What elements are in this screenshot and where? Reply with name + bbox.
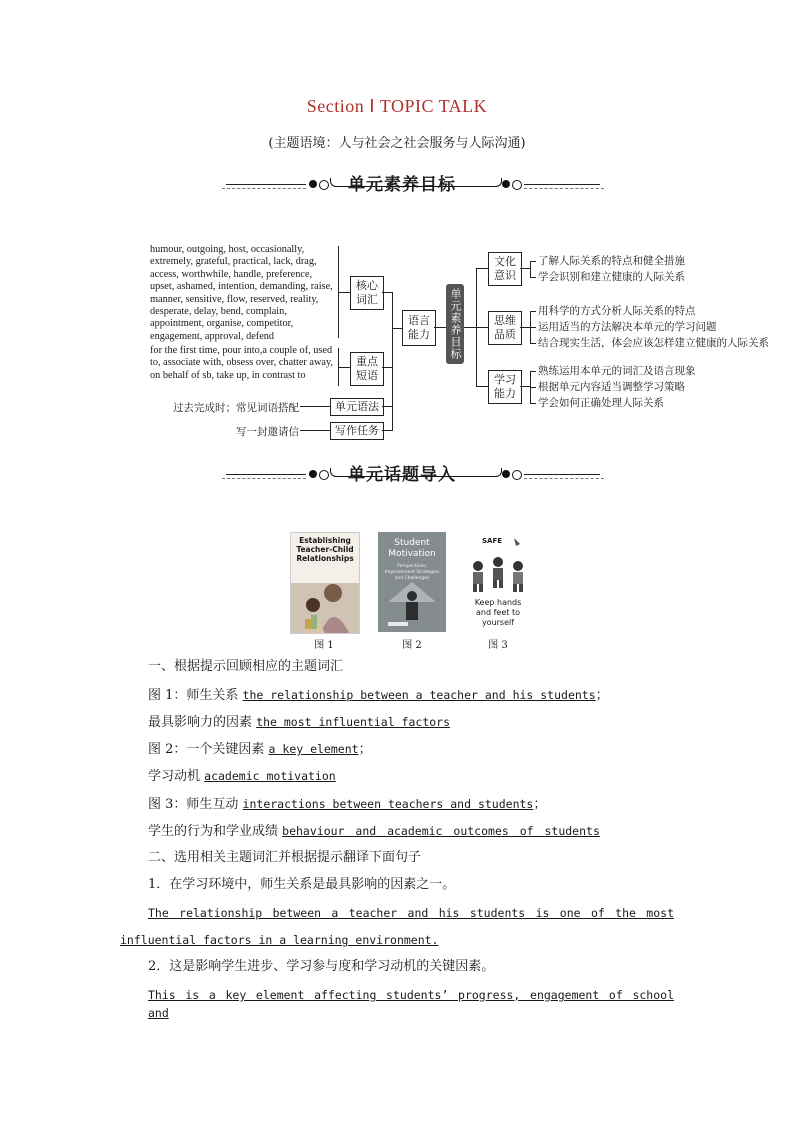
- grammar-note: 过去完成时；常见词语搭配: [173, 402, 299, 414]
- answer-2-line-1: This is a key element affecting students’ progress, engagement of school and: [148, 988, 674, 1020]
- cover-subtitle: Perspectives, Improvement Strategies and Challenges: [384, 564, 440, 581]
- goal-culture-1: 了解人际关系的特点和健全措施: [538, 255, 685, 267]
- goal-culture-2: 学会识别和建立健康的人际关系: [538, 271, 685, 283]
- learning-ability-box: 学习能力: [488, 370, 522, 404]
- vocab-item: 图 1：师生关系 the relationship between a teacher and his students；: [148, 688, 609, 703]
- cultural-awareness-box: 文化意识: [488, 252, 522, 286]
- key-phrases-list: for the first time, pour into,a couple of, used to, associate with, obsess over, chatter away, on behalf of sb, take up, in contrast to: [150, 345, 334, 381]
- goal-thinking-2: 运用适当的方法解决本单元的学习问题: [538, 321, 717, 333]
- goal-thinking-1: 用科学的方式分析人际关系的特点: [538, 305, 696, 317]
- answer-1-line-2: influential factors in a learning environment.: [120, 933, 439, 947]
- goal-learning-3: 学会如何正确处理人际关系: [538, 397, 664, 409]
- thinking-quality-box: 思维品质: [488, 311, 522, 345]
- vocab-item: 学生的行为和学业成绩 behaviour and academic outcomes of students: [148, 824, 600, 839]
- goal-learning-2: 根据单元内容适当调整学习策略: [538, 381, 685, 393]
- poster-safe-hands: [464, 532, 532, 632]
- answer-1-line-1: The relationship between a teacher and his students is one of the most: [148, 906, 674, 920]
- cover-title: Establishing Teacher-Child Relationships: [296, 536, 354, 563]
- book-cover-teacher-child: [290, 532, 360, 634]
- goal-learning-1: 熟练运用本单元的词汇及语言现象: [538, 365, 696, 377]
- unit-grammar-box: 单元语法: [330, 398, 384, 416]
- figure-caption: 图 1: [314, 640, 334, 651]
- core-vocabulary-list: humour, outgoing, host, occasionally, extremely, grateful, practical, lack, drag, access, worthwhile, handle, preference, upset, ashamed, intention, demanding, raise, manner, sensitive, flow, reserved, reality, desperate, delay, bend, complain, appointment, organise, competitor, engagement, approval, defend: [150, 244, 333, 342]
- book-cover-student-motivation: [378, 532, 446, 632]
- section1-heading: 一、根据提示回顾相应的主题词汇: [148, 659, 344, 674]
- vocab-item: 图 2：一个关键因素 a key element；: [148, 742, 372, 757]
- language-ability-box: 语言能力: [402, 310, 436, 346]
- poster-subtitle: Keep hands and feet to yourself: [474, 598, 522, 627]
- section-banner-goals: [0, 170, 794, 200]
- page-title: Section Ⅰ TOPIC TALK: [306, 96, 488, 116]
- poster-title: SAFE: [482, 537, 503, 545]
- goal-thinking-3: 结合现实生活，体会应该怎样建立健康的人际关系: [538, 337, 769, 349]
- writing-note: 写一封邀请信: [236, 426, 299, 438]
- unit-goals-vertical-box: 单元素养目标: [446, 284, 464, 364]
- question-1: 1．在学习环境中，师生关系是最具影响的因素之一。: [148, 877, 456, 892]
- key-phrases-box: 重点短语: [350, 352, 384, 386]
- figure-caption: 图 3: [488, 640, 508, 651]
- writing-task-box: 写作任务: [330, 422, 384, 440]
- section2-heading: 二、选用相关主题词汇并根据提示翻译下面句子: [148, 850, 422, 865]
- page-subtitle: (主题语境：人与社会之社会服务与人际沟通): [268, 136, 526, 151]
- vocab-item: 图 3：师生互动 interactions between teachers and students；: [148, 797, 547, 812]
- banner-title: 单元话题导入: [348, 465, 456, 485]
- vocab-item: 学习动机 academic motivation: [148, 769, 336, 784]
- goals-mindmap: [146, 238, 786, 446]
- section-banner-topic: [0, 460, 794, 490]
- figure-row: [0, 532, 794, 652]
- cover-title: Student Motivation: [388, 538, 436, 559]
- vocab-item: 最具影响力的因素 the most influential factors: [148, 715, 451, 730]
- figure-caption: 图 2: [402, 640, 422, 651]
- core-vocabulary-box: 核心词汇: [350, 276, 384, 310]
- question-2: 2．这是影响学生进步、学习参与度和学习动机的关键因素。: [148, 959, 495, 974]
- banner-title: 单元素养目标: [348, 175, 456, 195]
